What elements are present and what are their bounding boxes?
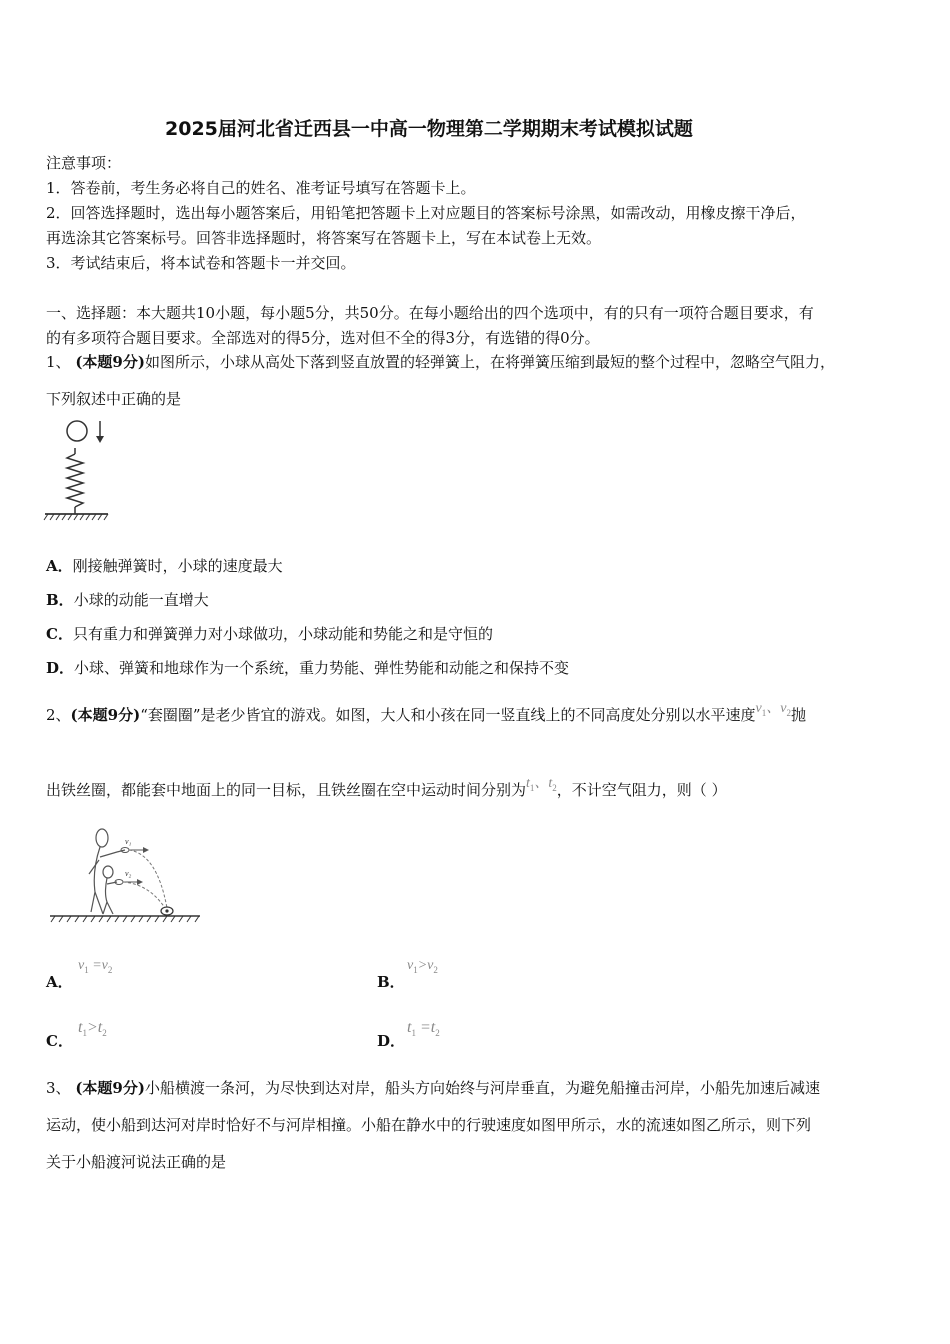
- option-text: 小球、弹簧和地球作为一个系统，重力势能、弹性势能和动能之和保持不变: [74, 659, 570, 677]
- question-points: (本题9分): [75, 1079, 145, 1097]
- question-stem: 出铁丝圈，都能套中地面上的同一目标，且铁丝圈在空中运动时间分别为: [46, 781, 527, 799]
- option-label: A．: [46, 557, 73, 575]
- option-label: C．: [46, 625, 73, 643]
- question-3-stem-line-3: 关于小船渡河说法正确的是: [46, 1153, 227, 1171]
- symbol-t2: $t_2$: [548, 776, 557, 793]
- option-label: C．: [46, 1032, 73, 1050]
- option-b-formula: $v_1>v_2$: [407, 958, 438, 975]
- option-label: D．: [46, 659, 75, 677]
- section-1-intro-line-1: 一、选择题：本大题共10小题，每小题5分，共50分。在每小题给出的四个选项中，有的只有一项符合题目要求，有: [46, 304, 814, 322]
- adult-trajectory: [129, 850, 167, 908]
- separator: 、: [534, 776, 549, 791]
- question-2-stem-line-2: [46, 776, 727, 806]
- notice-item-3: 3．考试结束后，将本试卷和答题卡一并交回。: [46, 254, 356, 272]
- question-stem-end: 抛: [790, 706, 806, 724]
- question-points: (本题9分): [70, 706, 141, 724]
- section-1-intro-line-2: 的有多项符合题目要求。全部选对的得5分，选对但不全的得3分，有选错的得0分。: [46, 329, 600, 347]
- v1-label: v₁: [125, 837, 132, 846]
- page-title: 2025届河北省迁西县一中高一物理第二学期期末考试模拟试题: [165, 118, 693, 140]
- question-number: 3、: [46, 1079, 71, 1097]
- symbol-v1: $v_1$: [755, 701, 767, 718]
- option-a[interactable]: [46, 972, 73, 992]
- option-d[interactable]: [377, 1031, 405, 1051]
- notice-item-2-line-1: 2．回答选择题时，选出每小题答案后，用铅笔把答题卡上对应题目的答案标号涂黑，如需改动，用橡皮擦干净后，: [46, 204, 806, 222]
- symbol-v2: $v_2$: [780, 701, 791, 718]
- question-1-stem-line-2: 下列叙述中正确的是: [46, 390, 182, 408]
- option-label: A．: [46, 973, 73, 991]
- option-c[interactable]: [46, 624, 493, 644]
- child-head: [103, 866, 113, 878]
- option-label: B．: [46, 591, 74, 609]
- question-3-stem-line-1: [46, 1078, 820, 1098]
- question-stem: “套圈圈”是老少皆宜的游戏。如图，大人和小孩在同一竖直线上的不同高度处分别以水平速度: [140, 706, 756, 724]
- question-2-stem-line-1: [46, 701, 806, 731]
- question-3-stem-line-2: 运动，使小船到达河对岸时恰好不与河岸相撞。小船在静水中的行驶速度如图甲所示，水的流速如图乙所示，则下列: [46, 1116, 812, 1134]
- option-label: B．: [377, 973, 405, 991]
- question-stem-end: ，不计空气阻力，则（ ）: [556, 781, 727, 799]
- ring-toss-figure: [45, 822, 205, 927]
- notice-heading: 注意事项：: [46, 154, 122, 172]
- adult-head: [96, 829, 108, 847]
- question-stem: 如图所示，小球从高处下落到竖直放置的轻弹簧上，在将弹簧压缩到最短的整个过程中，忽略空气阻力，: [144, 353, 835, 371]
- option-a-formula: $v_1 =v_2$: [78, 958, 113, 975]
- symbol-t1: $t_1$: [526, 776, 535, 793]
- option-d-formula: $t_1 =t_2$: [407, 1019, 440, 1039]
- option-text: 只有重力和弹簧弹力对小球做功，小球动能和势能之和是守恒的: [72, 625, 493, 643]
- child-trajectory: [123, 882, 165, 908]
- question-1-stem-line-1: [46, 352, 835, 372]
- question-stem: 小船横渡一条河，为尽快到达对岸，船头方向始终与河岸垂直，为避免船撞击河岸，小船先加速后减速: [144, 1079, 820, 1097]
- separator: 、: [766, 701, 781, 716]
- option-b[interactable]: [377, 972, 405, 992]
- option-c[interactable]: [46, 1031, 73, 1051]
- question-number: 2、: [46, 706, 71, 724]
- spring: [67, 454, 83, 507]
- option-b[interactable]: [46, 590, 209, 610]
- ball: [67, 421, 87, 441]
- option-label: D．: [377, 1032, 406, 1050]
- option-a[interactable]: [46, 556, 283, 576]
- question-points: (本题9分): [75, 353, 145, 371]
- question-number: 1、: [46, 353, 71, 371]
- v2-label: v₂: [125, 869, 132, 878]
- notice-item-1: 1．答卷前，考生务必将自己的姓名、准考证号填写在答题卡上。: [46, 179, 476, 197]
- option-text: 刚接触弹簧时，小球的速度最大: [72, 557, 283, 575]
- option-d[interactable]: [46, 658, 569, 678]
- ball-spring-figure: [40, 418, 115, 523]
- option-c-formula: $t_1>t_2$: [78, 1019, 107, 1039]
- option-text: 小球的动能一直增大: [73, 591, 209, 609]
- notice-item-2-line-2: 再选涂其它答案标号。回答非选择题时，将答案写在答题卡上，写在本试卷上无效。: [46, 229, 602, 247]
